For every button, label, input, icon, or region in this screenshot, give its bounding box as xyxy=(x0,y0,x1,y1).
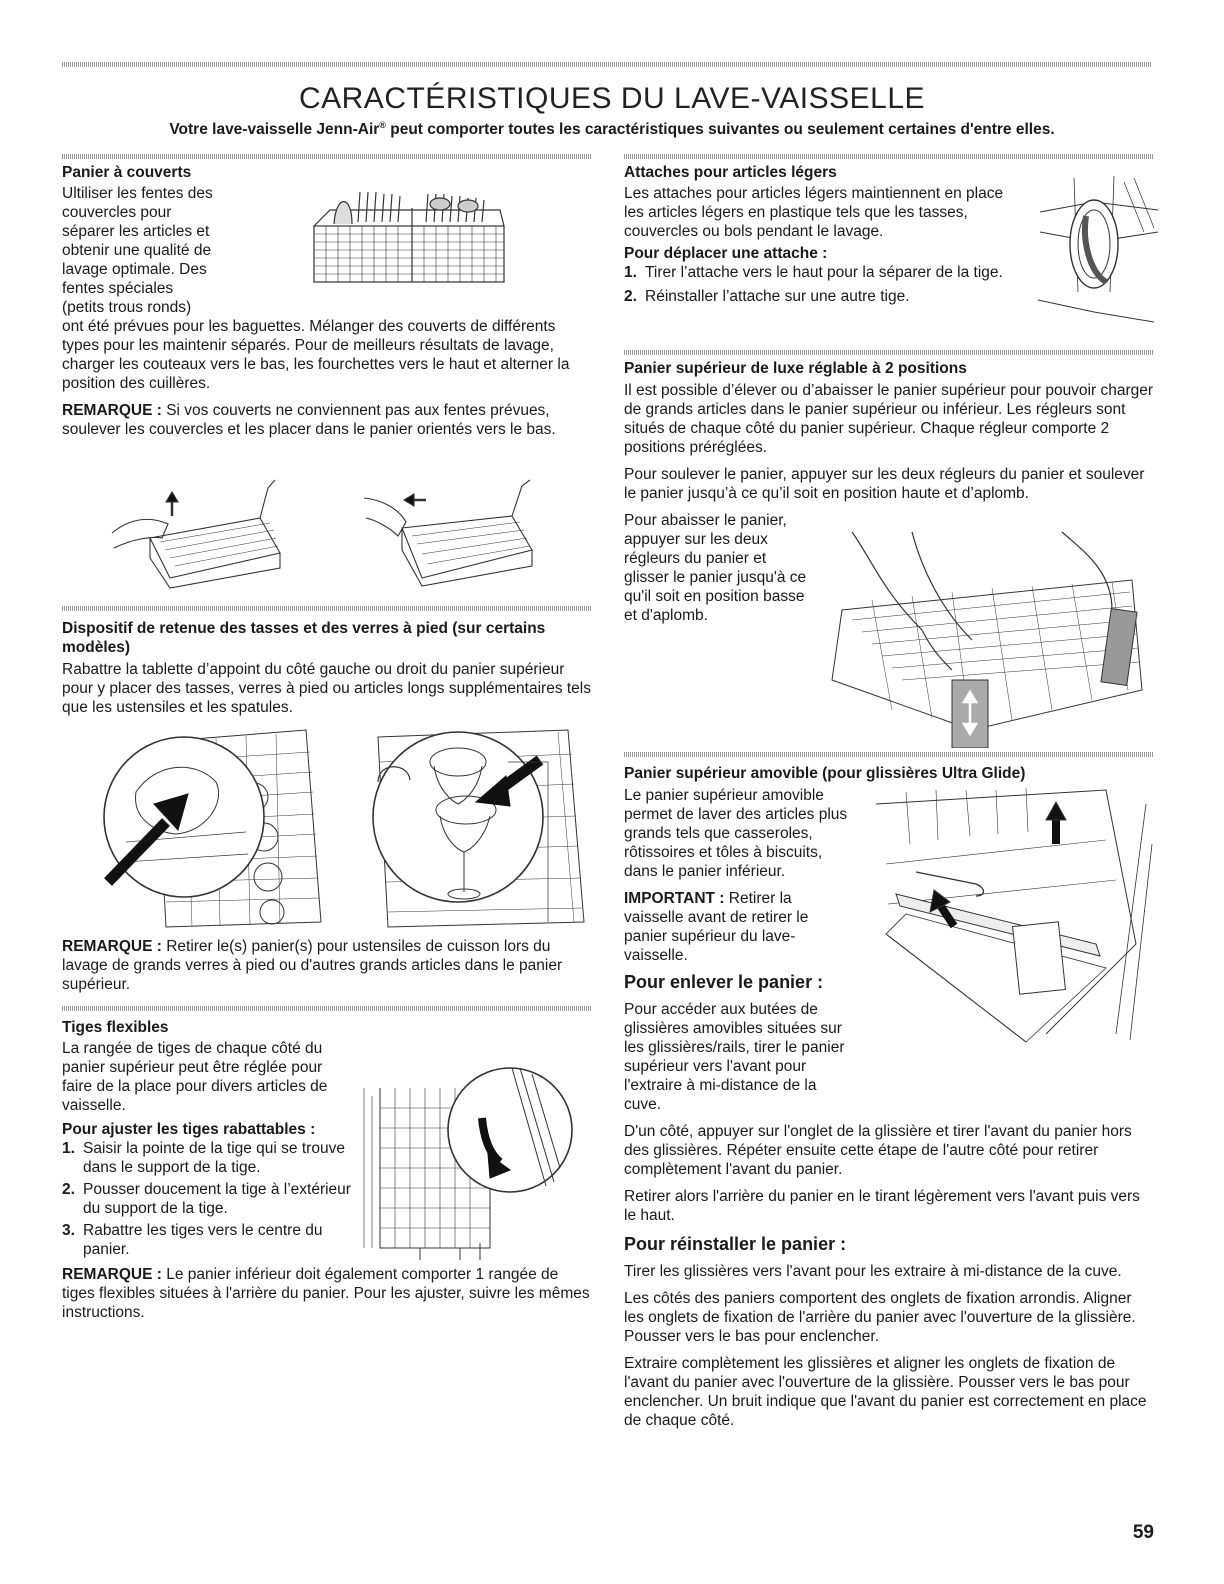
body-text: Pour abaisser le panier, appuyer sur les deux régleurs du panier et glisser le panier jusqu'à ce qu'il soit en position basse et d'aplomb. xyxy=(624,512,807,624)
body-text: Extraire complètement les glissières et aligner les onglets de fixation de l'avant du panier avec l'ouverture de la glissière. Pousser vers le bas pour enclencher. Un bruit indique que l'avant du panier est correctement en place de chaque côté. xyxy=(624,1355,1147,1429)
light-item-clip-illustration xyxy=(1034,172,1159,332)
sub-heading: Pour ajuster les tiges rabattables : xyxy=(62,1121,316,1138)
list-item: 1. Saisir la pointe de la tige qui se trouve dans le support de la tige. xyxy=(62,1140,345,1176)
removable-rack-illustration xyxy=(866,784,1156,1044)
section-heading: Attaches pour articles légers xyxy=(624,164,837,181)
section-heading: Panier supérieur amovible (pour glissières Ultra Glide) xyxy=(624,765,1026,782)
body-text: Les attaches pour articles légers maintiennent en place les articles légers en plastique tels que les tasses, couvercles ou bols pendant le lavage. xyxy=(624,185,1004,240)
fold-down-tines-illustration xyxy=(360,1048,600,1260)
basket-lid-remove-illustration xyxy=(362,478,547,593)
section-heading: Tiges flexibles xyxy=(62,1019,169,1036)
sub-heading: Pour enlever le panier : xyxy=(624,972,824,992)
section-rule xyxy=(62,606,592,611)
page-number: 59 xyxy=(1132,1522,1154,1543)
section-rule xyxy=(624,154,1154,159)
sub-heading: Pour déplacer une attache : xyxy=(624,245,828,262)
body-text: Les côtés des paniers comportent des onglets de fixation arrondis. Aligner les onglets de fixation de l'arrière du panier avec l'ouverture de la glissière. Pousser vers le bas pour enclencher. xyxy=(624,1290,1136,1345)
body-text: Retirer alors l'arrière du panier en le tirant légèrement vers l'avant puis vers le haut. xyxy=(624,1188,1140,1224)
sub-heading: Pour réinstaller le panier : xyxy=(624,1234,847,1254)
steps-list xyxy=(62,1139,362,1259)
body-text: Rabattre la tablette d’appoint du côté gauche ou droit du panier supérieur pour y placer des tasses, verres à pied ou articles longs supplémentaires tels que les ustensiles et les spatules. xyxy=(62,661,591,716)
section-rule xyxy=(62,154,592,159)
section-rule xyxy=(62,1006,592,1011)
note: REMARQUE : Si vos couverts ne conviennent pas aux fentes prévues, soulever les couvercles et les placer dans le panier orientés vers le bas. xyxy=(62,402,556,438)
rack-adjuster-illustration xyxy=(812,530,1157,748)
body-text: Tirer les glissières vers l'avant pour les extraire à mi-distance de la cuve. xyxy=(624,1263,1122,1280)
page-subtitle: Votre lave-vaisselle Jenn-Air® peut comporter toutes les caractéristiques suivantes ou seulement certaines d'entre elles. xyxy=(169,120,1055,139)
note: REMARQUE : Retirer le(s) panier(s) pour ustensiles de cuisson lors du lavage de grands verres à pied ou d'autres grands articles dans le panier supérieur. xyxy=(62,938,563,993)
section-rule xyxy=(624,752,1154,757)
top-rule xyxy=(62,62,1152,67)
list-item: 1. Tirer l’attache vers le haut pour la séparer de la tige. xyxy=(624,264,1003,281)
section-heading: Dispositif de retenue des tasses et des verres à pied (sur certains modèles) xyxy=(62,620,546,656)
narrow-text: Ultiliser les fentes des couvercles pour séparer les articles et obtenir une qualité de lavage optimale. Des fentes spéciales (petits trous ronds) xyxy=(62,185,213,316)
body-text: Pour soulever le panier, appuyer sur les deux régleurs du panier et soulever le panier jusqu’à ce qu’il soit en position haute et d’aplomb. xyxy=(624,466,1145,502)
body-text: D'un côté, appuyer sur l'onglet de la glissière et tirer l'avant du panier hors des glissières. Répéter ensuite cette étape de l'autre côté pour retirer complètement l'avant du panier. xyxy=(624,1123,1132,1178)
section-heading: Panier à couverts xyxy=(62,164,192,181)
note: REMARQUE : Le panier inférieur doit également comporter 1 rangée de tiges flexibles situées à l'arrière du panier. Pour les ajuster, suivre les mêmes instructions. xyxy=(62,1266,590,1321)
body-text: La rangée de tiges de chaque côté du panier supérieur peut être réglée pour faire de la place pour divers articles de vaisselle. xyxy=(62,1040,328,1114)
section-heading: Panier supérieur de luxe réglable à 2 positions xyxy=(624,360,967,377)
basket-lid-lift-illustration xyxy=(110,478,295,593)
body-text: ont été prévues pour les baguettes. Mélanger des couverts de différents types pour les maintenir séparés. Pour de meilleurs résultats de lavage, charger les couteaux vers le bas, les fourchettes vers le haut et alterner la position des cuillères. xyxy=(62,318,570,392)
list-item: 2. Pousser doucement la tige à l’extérieur du support de la tige. xyxy=(62,1181,351,1217)
important-note: IMPORTANT : Retirer la vaisselle avant de retirer le panier supérieur du lave-vaisselle. xyxy=(624,890,809,964)
section-dispositif xyxy=(62,619,592,725)
steps-list xyxy=(624,263,1029,306)
list-item: 2. Réinstaller l’attache sur une autre tige. xyxy=(624,288,910,305)
silverware-basket-illustration xyxy=(300,188,520,293)
list-item: 3. Rabattre les tiges vers le centre du panier. xyxy=(62,1222,323,1258)
cup-shelf-illustration xyxy=(96,722,326,932)
dispositif-note xyxy=(62,937,592,1002)
body-text: Le panier supérieur amovible permet de laver des articles plus grands tels que casseroles, rôtissoires et tôles à biscuits, dans le panier inférieur. xyxy=(624,787,848,880)
body-text: Pour accéder aux butées de glissières amovibles situées sur les glissières/rails, tirer le panier supérieur vers l'avant pour l'extraire à mi-distance de la cuve. xyxy=(624,1001,845,1113)
stemware-holder-illustration xyxy=(358,722,590,932)
section-rule xyxy=(624,350,1154,355)
body-text: Il est possible d’élever ou d’abaisser le panier supérieur pour pouvoir charger de grands articles dans le panier supérieur ou inférieur. Les régleurs sont situés de chaque côté du panier supérieur. Chaque régleur comporte 2 positions préréglées. xyxy=(624,382,1154,456)
page-title: CARACTÉRISTIQUES DU LAVE-VAISSELLE xyxy=(298,82,926,115)
